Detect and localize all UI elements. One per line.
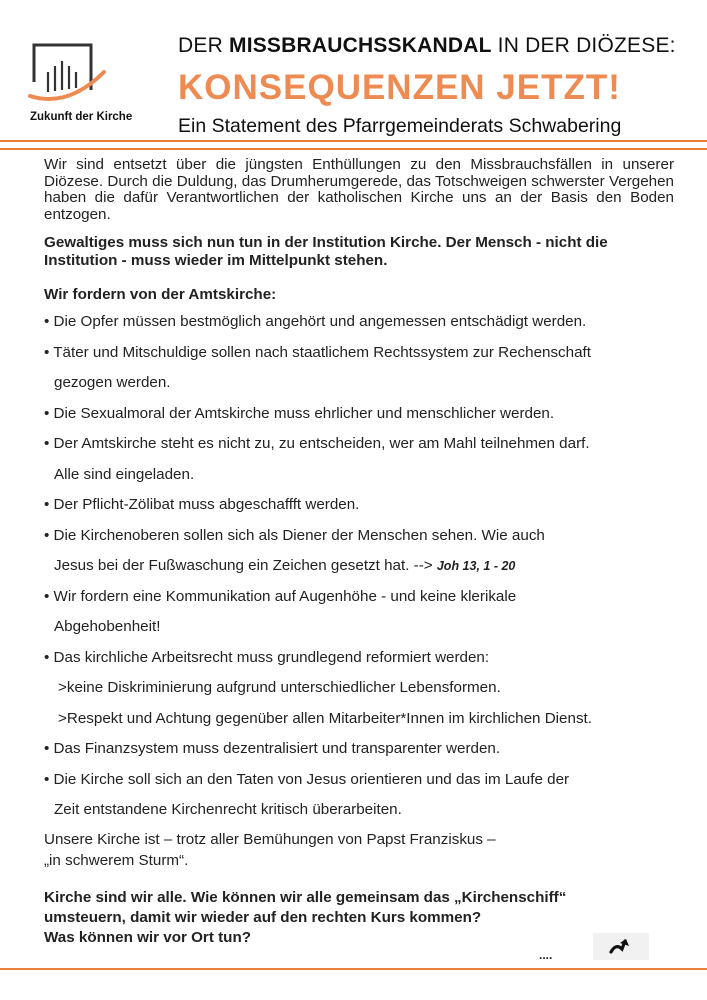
final-line1: Kirche sind wir alle. Wie können wir alle gemeinsam das „Kirchenschiff“ bbox=[44, 888, 567, 906]
header-line1-bold: MISSBRAUCHSSKANDAL bbox=[229, 34, 492, 57]
list-item: • Das Finanzsystem muss dezentralisiert und transparenter werden. bbox=[44, 740, 501, 757]
header-line1-suffix: IN DER DIÖZESE: bbox=[497, 34, 676, 57]
list-subitem: >Respekt und Achtung gegenüber allen Mitarbeiter*Innen im kirchlichen Dienst. bbox=[58, 709, 592, 727]
statement-line2: Institution - muss wieder im Mittelpunkt stehen. bbox=[44, 252, 388, 269]
list-item-continuation: Zeit entstandene Kirchenrecht kritisch überarbeiten. bbox=[54, 801, 402, 818]
page-turn-icon[interactable] bbox=[593, 933, 649, 960]
list-item-continuation: Abgehobenheit! bbox=[54, 618, 161, 635]
closing-line2: „in schwerem Sturm“. bbox=[44, 851, 189, 869]
list-item: • Die Opfer müssen bestmöglich angehört und angemessen entschädigt werden. bbox=[44, 313, 587, 330]
header-divider-bottom bbox=[0, 148, 707, 150]
footer-divider bbox=[0, 968, 707, 970]
bible-reference: Joh 13, 1 - 20 bbox=[436, 559, 516, 573]
header-line1 bbox=[178, 34, 676, 58]
list-item-continuation: Alle sind eingeladen. bbox=[54, 465, 195, 483]
closing-line1: Unsere Kirche ist – trotz aller Bemühungen von Papst Franziskus – bbox=[44, 830, 496, 848]
ellipsis-dots: .... bbox=[539, 948, 553, 962]
list-item: • Wir fordern eine Kommunikation auf Augenhöhe - und keine klerikale bbox=[44, 587, 517, 605]
list-item: • Die Kirche soll sich an den Taten von Jesus orientieren und das im Laufe der bbox=[44, 770, 570, 788]
list-item: • Das kirchliche Arbeitsrecht muss grundlegend reformiert werden: bbox=[44, 648, 490, 666]
list-item: • Täter und Mitschuldige sollen nach staatlichem Rechtssystem zur Rechenschaft bbox=[44, 343, 591, 361]
page-subtitle: Ein Statement des Pfarrgemeinderats Schwabering bbox=[178, 115, 622, 137]
church-logo-icon bbox=[28, 42, 132, 114]
list-item: • Der Pflicht-Zölibat muss abgeschaffft werden. bbox=[44, 496, 360, 513]
final-line3: Was können wir vor Ort tun? bbox=[44, 928, 252, 946]
closing-paragraph bbox=[44, 829, 674, 871]
header-line1-prefix: DER bbox=[178, 34, 223, 57]
list-item-continuation: gezogen werden. bbox=[54, 374, 171, 391]
statement-paragraph bbox=[44, 234, 674, 270]
final-line2: umsteuern, damit wir wieder auf den rechten Kurs kommen? bbox=[44, 908, 482, 926]
list-item: • Die Kirchenoberen sollen sich als Diener der Menschen sehen. Wie auch bbox=[44, 526, 545, 544]
intro-paragraph: Wir sind entsetzt über die jüngsten Enthüllungen zu den Missbrauchsfällen in unserer Diözese. Durch die Duldung, das Drumherumgerede, das Totschweigen schwerster Vergehen haben die dafür Verantwortlichen der katholischen Kirche uns an der Basis den Boden entzogen. bbox=[44, 156, 674, 223]
page-title: KONSEQUENZEN JETZT! bbox=[178, 68, 621, 107]
final-question bbox=[44, 888, 674, 948]
header-divider-top bbox=[0, 140, 707, 142]
statement-body bbox=[44, 157, 674, 948]
demands-list bbox=[44, 307, 674, 826]
demands-heading: Wir fordern von der Amtskirche: bbox=[44, 286, 277, 303]
logo-caption: Zukunft der Kirche bbox=[30, 111, 133, 123]
list-subitem: >keine Diskriminierung aufgrund unterschiedlicher Lebensformen. bbox=[58, 679, 501, 696]
list-item-continuation bbox=[44, 551, 674, 582]
list-item: • Die Sexualmoral der Amtskirche muss ehrlicher und menschlicher werden. bbox=[44, 404, 555, 422]
list-item-text: Jesus bei der Fußwaschung ein Zeichen gesetzt hat. --> bbox=[54, 557, 433, 574]
list-item: • Der Amtskirche steht es nicht zu, zu entscheiden, wer am Mahl teilnehmen darf. bbox=[44, 435, 590, 452]
statement-line1: Gewaltiges muss sich nun tun in der Institution Kirche. Der Mensch - nicht die bbox=[44, 234, 608, 251]
